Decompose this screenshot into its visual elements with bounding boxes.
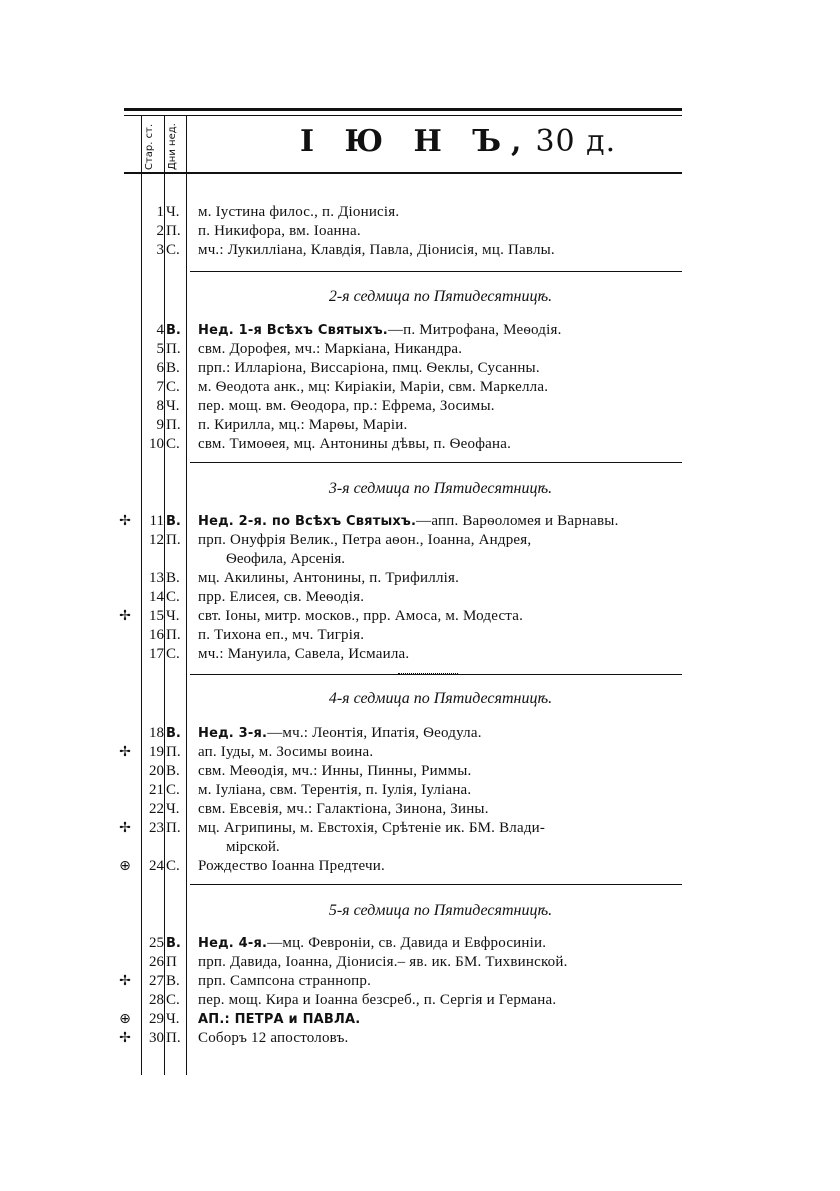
week-separator [190, 884, 682, 885]
day-row [0, 378, 840, 397]
day-row [0, 743, 840, 762]
saints-text-body: свм. Дорофея, мч.: Маркіана, Никандра. [198, 341, 463, 357]
day-row [0, 626, 840, 645]
day-row [0, 1029, 840, 1048]
day-number: 2 [156, 223, 164, 239]
day-number: 3 [156, 242, 164, 258]
saints-text [198, 1010, 688, 1029]
top-rule-thin [124, 115, 682, 116]
day-number: 7 [156, 379, 164, 395]
saints-text [198, 953, 688, 972]
saints-text-body: прр. Елисея, св. Меѳодія. [198, 589, 365, 605]
saints-text-body: мц. Агрипины, м. Евстохія, Срѣтеніе ик. БМ. Влади- [198, 820, 546, 836]
day-number: 9 [156, 417, 164, 433]
saints-text-body: прп. Давида, Іоанна, Діонисія.– яв. ик. БМ. Тихвинской. [198, 954, 568, 970]
day-row [0, 857, 840, 876]
day-row [0, 762, 840, 781]
saints-text [198, 626, 688, 645]
saints-text-body: п. Тихона еп., мч. Тигрія. [198, 627, 365, 643]
day-row [0, 222, 840, 241]
day-number: 21 [149, 782, 164, 798]
saints-text-body: свт. Іоны, митр. москов., прр. Амоса, м. Модеста. [198, 608, 524, 624]
day-number: 23 [149, 820, 164, 836]
saints-text-body: прп.: Илларіона, Виссаріона, пмц. Ѳеклы, Сусанны. [198, 360, 540, 376]
day-row [0, 800, 840, 819]
saints-text [198, 569, 688, 588]
saints-text [198, 857, 688, 876]
week-separator [190, 674, 682, 675]
day-row [0, 397, 840, 416]
saints-text [198, 241, 688, 260]
saints-text [198, 340, 688, 359]
saints-text-body: —п. Митрофана, Меѳодія. [387, 322, 562, 338]
saints-text [198, 531, 688, 550]
weekday: П [166, 954, 177, 970]
weekday: С. [166, 379, 180, 395]
day-number: 28 [149, 992, 164, 1008]
day-row [0, 241, 840, 260]
day-row [0, 724, 840, 743]
feast-mark-icon: ✢ [119, 820, 131, 836]
weekday: Ч. [166, 1011, 180, 1027]
day-row [0, 819, 840, 855]
saints-text [198, 800, 688, 819]
day-number: 25 [149, 935, 164, 951]
feast-mark-icon: ✢ [119, 513, 131, 529]
day-number: 15 [149, 608, 164, 624]
sunday-title: АП.: ПЕТРА и ПАВЛА. [198, 1012, 361, 1027]
weekday: С. [166, 242, 180, 258]
dotted-divider [398, 673, 458, 674]
day-number: 14 [149, 589, 164, 605]
saints-text-body: м. Іустина филос., п. Діонисія. [198, 204, 400, 220]
weekday: С. [166, 589, 180, 605]
saints-text [198, 321, 688, 340]
saints-text-continued: Ѳеофила, Арсенія. [226, 551, 346, 567]
weekday: П. [166, 1030, 181, 1046]
weekday: П. [166, 744, 181, 760]
day-row [0, 321, 840, 340]
saints-text-body: Рождество Іоанна Предтечи. [198, 858, 385, 874]
day-row [0, 972, 840, 991]
saints-text-body: мч.: Лукилліана, Клавдія, Павла, Діонисія, мц. Павлы. [198, 242, 555, 258]
day-number: 26 [149, 954, 164, 970]
day-row [0, 416, 840, 435]
weekday: С. [166, 782, 180, 798]
saints-text-body: м. Ѳеодота анк., мц: Киріакіи, Маріи, свм. Маркелла. [198, 379, 549, 395]
week-title: 2-я седмица по Пятидесятницѣ. [328, 288, 553, 305]
saints-text [198, 203, 688, 222]
day-row [0, 531, 840, 567]
weekday: Ч. [166, 608, 180, 624]
saints-text-continued: мірской. [226, 839, 280, 855]
saints-text [198, 645, 688, 664]
day-number: 17 [149, 646, 164, 662]
saints-text-body: мч.: Мануила, Савела, Исмаила. [198, 646, 410, 662]
saints-text [198, 588, 688, 607]
day-number: 29 [149, 1011, 164, 1027]
weekday: П. [166, 223, 181, 239]
saints-text [198, 934, 688, 953]
week-title: 3-я седмица по Пятидесятницѣ. [328, 480, 553, 497]
day-number: 1 [156, 204, 164, 220]
saints-text [198, 724, 688, 743]
weekday: П. [166, 417, 181, 433]
saints-text-body: прп. Онуфрія Велик., Петра аѳон., Іоанна, Андрея, [198, 532, 532, 548]
saints-text-body: прп. Сампсона страннопр. [198, 973, 372, 989]
sunday-title: Нед. 1-я Всѣхъ Святыхъ. [198, 323, 388, 338]
saints-text-body: пер. мощ. Кира и Іоанна безсреб., п. Сергія и Германа. [198, 992, 557, 1008]
saints-text-body: свм. Меѳодія, мч.: Инны, Пинны, Риммы. [198, 763, 472, 779]
saints-text-body: п. Кирилла, мц.: Марѳы, Маріи. [198, 417, 408, 433]
day-number: 5 [156, 341, 164, 357]
saints-text [198, 1029, 688, 1048]
day-row [0, 645, 840, 664]
weekday: С. [166, 646, 180, 662]
day-number: 6 [156, 360, 164, 376]
saints-text-body: свм. Евсевія, мч.: Галактіона, Зинона, Зины. [198, 801, 489, 817]
weekday: В. [166, 973, 180, 989]
saints-text-body: ап. Іуды, м. Зосимы воина. [198, 744, 374, 760]
day-row [0, 953, 840, 972]
saints-text [198, 359, 688, 378]
top-rule-thick [124, 108, 682, 111]
day-number: 24 [149, 858, 164, 874]
saints-text [198, 512, 688, 531]
header-weekday: Дни нед. [167, 123, 178, 170]
weekday: В. [166, 936, 181, 951]
day-number: 13 [149, 570, 164, 586]
saints-text [198, 972, 688, 991]
weekday: В. [166, 323, 181, 338]
weekday: П. [166, 341, 181, 357]
saints-text [198, 378, 688, 397]
sunday-title: Нед. 4-я. [198, 936, 268, 951]
saints-text-body: свм. Тимоѳея, мц. Антонины дѣвы, п. Ѳеофана. [198, 436, 512, 452]
day-number: 20 [149, 763, 164, 779]
day-number: 8 [156, 398, 164, 414]
saints-text-body: м. Іуліана, свм. Терентія, п. Іулія, Іуліана. [198, 782, 472, 798]
feast-mark-icon: ⊕ [119, 858, 131, 874]
saints-text-body: п. Никифора, вм. Іоанна. [198, 223, 361, 239]
saints-text-body: пер. мощ. вм. Ѳеодора, пр.: Ефрема, Зосимы. [198, 398, 495, 414]
weekday: С. [166, 992, 180, 1008]
weekday: В. [166, 514, 181, 529]
day-row [0, 1010, 840, 1029]
week-title: 4-я седмица по Пятидесятницѣ. [328, 690, 553, 707]
day-number: 11 [149, 513, 164, 529]
saints-text [198, 819, 688, 838]
day-number: 10 [149, 436, 164, 452]
weekday: Ч. [166, 398, 180, 414]
weekday: С. [166, 436, 180, 452]
saints-text-body: —апп. Варѳоломея и Варнавы. [416, 513, 619, 529]
saints-text [198, 991, 688, 1010]
saints-text [198, 607, 688, 626]
month-days: 30 д. [535, 124, 617, 159]
weekday: В. [166, 570, 180, 586]
header-rule [124, 172, 682, 174]
saints-text [198, 222, 688, 241]
day-number: 18 [149, 725, 164, 741]
saints-text [198, 762, 688, 781]
saints-text [198, 781, 688, 800]
day-row [0, 991, 840, 1010]
saints-text-body: Соборъ 12 апостоловъ. [198, 1030, 349, 1046]
day-number: 22 [149, 801, 164, 817]
saints-text-body: —мч.: Леонтія, Ипатія, Ѳеодула. [267, 725, 482, 741]
weekday: П. [166, 532, 181, 548]
week-separator [190, 462, 682, 463]
saints-text [198, 416, 688, 435]
day-number: 30 [149, 1030, 164, 1046]
feast-mark-icon: ✢ [119, 973, 131, 989]
day-number: 27 [149, 973, 164, 989]
day-row [0, 588, 840, 607]
day-row [0, 359, 840, 378]
sunday-title: Нед. 3-я. [198, 726, 268, 741]
weekday: П. [166, 820, 181, 836]
day-row [0, 607, 840, 626]
day-row [0, 781, 840, 800]
header-old-style: Стар. ст. [144, 123, 155, 170]
saints-text-body: —мц. Февроніи, св. Давида и Евфросиніи. [267, 935, 547, 951]
day-number: 16 [149, 627, 164, 643]
weekday: В. [166, 763, 180, 779]
day-row [0, 203, 840, 222]
day-number: 19 [149, 744, 164, 760]
day-row [0, 435, 840, 454]
day-row [0, 569, 840, 588]
page-title [300, 124, 616, 159]
weekday: Ч. [166, 204, 180, 220]
sunday-title: Нед. 2-я. по Всѣхъ Святыхъ. [198, 514, 417, 529]
week-separator [190, 271, 682, 272]
saints-text [198, 435, 688, 454]
day-row [0, 340, 840, 359]
weekday: П. [166, 627, 181, 643]
feast-mark-icon: ✢ [119, 608, 131, 624]
saints-text [198, 743, 688, 762]
weekday: С. [166, 858, 180, 874]
feast-mark-icon: ⊕ [119, 1011, 131, 1027]
weekday: В. [166, 726, 181, 741]
feast-mark-icon: ✢ [119, 1030, 131, 1046]
week-title: 5-я седмица по Пятидесятницѣ. [328, 902, 553, 919]
day-row [0, 512, 840, 531]
month-name: I Ю Н Ъ, [300, 124, 532, 159]
weekday: В. [166, 360, 180, 376]
saints-text [198, 397, 688, 416]
feast-mark-icon: ✢ [119, 744, 131, 760]
saints-text-body: мц. Акилины, Антонины, п. Трифиллія. [198, 570, 460, 586]
weekday: Ч. [166, 801, 180, 817]
day-row [0, 934, 840, 953]
day-number: 4 [156, 322, 164, 338]
day-number: 12 [149, 532, 164, 548]
